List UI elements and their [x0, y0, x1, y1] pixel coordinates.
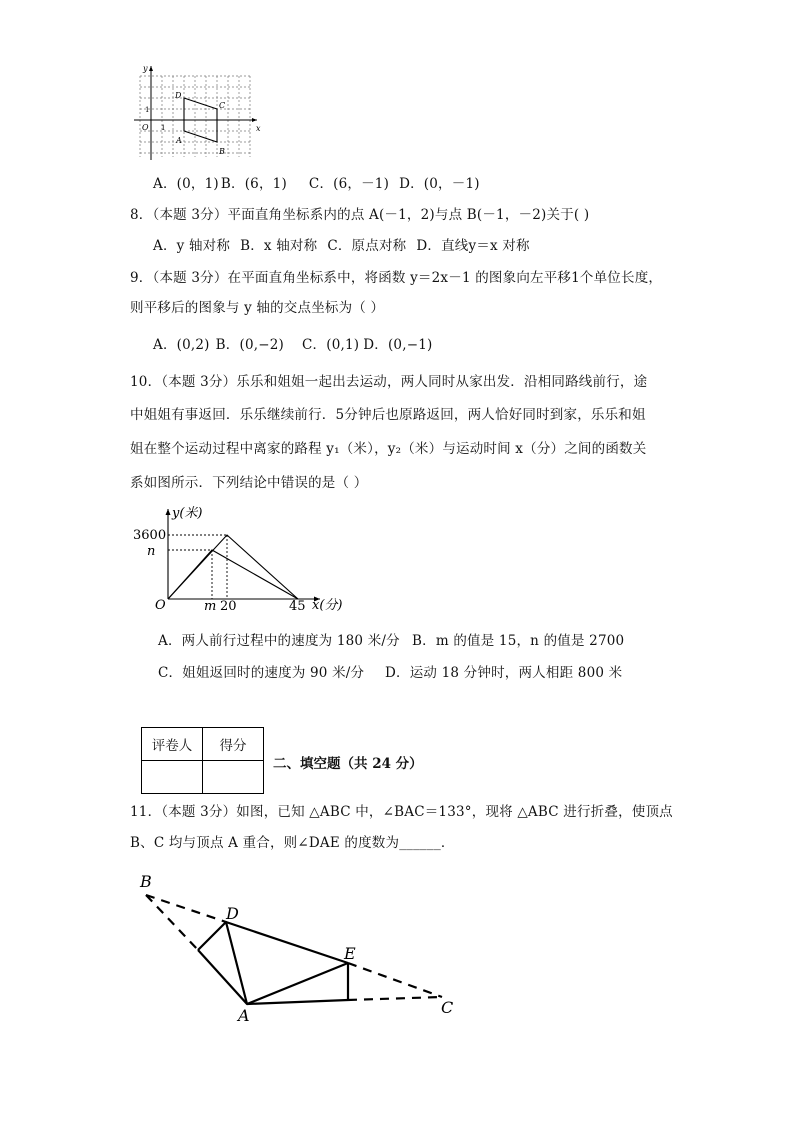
q9-option-d[interactable]: D．(0,−1)	[363, 337, 433, 353]
q7-x-axis-label: x	[256, 124, 261, 133]
q9-options	[153, 333, 432, 353]
q11-label-c: C	[441, 998, 454, 1017]
q9-stem-line2: 则平移后的图象与 y 轴的交点坐标为（ ）	[130, 300, 385, 316]
q7-option-a[interactable]: A．(0，1)	[153, 176, 219, 192]
q7-option-b[interactable]: B．(6，1)	[220, 176, 287, 192]
q9-option-a[interactable]: A．(0,2)	[153, 337, 210, 353]
section-2-title: 二、填空题（共 24 分）	[273, 756, 423, 772]
q10-x-axis-label: x(分)	[312, 598, 343, 613]
q9-option-c[interactable]: C．(0,1)	[302, 337, 360, 353]
q7-unit-y-label: 1	[145, 106, 150, 114]
q10-option-c[interactable]: C．姐姐返回时的速度为 90 米/分	[158, 665, 365, 681]
q10-y-tick-3600: 3600	[133, 528, 167, 543]
q10-x-tick-m: m	[204, 599, 217, 614]
q10-y-tick-n: n	[147, 544, 156, 559]
q7-point-a-label: A	[176, 136, 182, 145]
q10-line1: 10．（本题 3分）乐乐和姐姐一起出去运动，两人同时从家出发．沿相同路线前行，途	[130, 374, 648, 390]
q7-option-c[interactable]: C．(6，－1)	[308, 176, 390, 192]
q10-y-axis-label: y(米)	[172, 506, 203, 521]
q10-option-b[interactable]: B．m 的值是 15，n 的值是 2700	[412, 633, 625, 649]
score-table-score-header: 得分	[203, 728, 264, 761]
q10-option-d[interactable]: D．运动 18 分钟时，两人相距 800 米	[385, 665, 623, 681]
q11-label-e: E	[344, 944, 356, 963]
q11-label-a: A	[238, 1006, 250, 1025]
score-table-grader-cell[interactable]	[142, 761, 203, 794]
q8-option-b[interactable]: B．x 轴对称	[240, 238, 318, 254]
q7-point-d-label: D	[175, 91, 182, 100]
q8-option-a[interactable]: A．y 轴对称	[153, 238, 231, 254]
q10-x-tick-45: 45	[289, 599, 306, 614]
q11-label-b: B	[140, 872, 152, 891]
score-table	[141, 727, 264, 794]
q7-y-axis-label: y	[143, 64, 148, 73]
q11-fold-triangle-figure	[130, 868, 470, 1028]
q8-option-c[interactable]: C．原点对称	[327, 238, 407, 254]
q10-origin-label: O	[155, 598, 166, 613]
q7-option-d[interactable]: D．(0，－1)	[399, 176, 480, 192]
q8-option-d[interactable]: D．直线y＝x 对称	[416, 238, 530, 254]
q7-origin-label: O	[142, 123, 149, 132]
q8-stem: 8．（本题 3分）平面直角坐标系内的点 A(－1，2)与点 B(－1，－2)关于( )	[130, 207, 590, 223]
q9-option-b[interactable]: B．(0,−2)	[215, 337, 284, 353]
q10-line2: 中姐姐有事返回．乐乐继续前行．5分钟后也原路返回，两人恰好同时到家，乐乐和姐	[130, 407, 646, 423]
q7-unit-x-label: 1	[161, 124, 166, 132]
q10-x-tick-20: 20	[220, 599, 237, 614]
q10-distance-time-graph	[130, 503, 360, 618]
q7-options	[153, 172, 480, 192]
q11-label-d: D	[226, 904, 239, 923]
score-table-score-cell[interactable]	[203, 761, 264, 794]
q11-line1: 11．（本题 3分）如图，已知 △ABC 中，∠BAC＝133°，现将 △ABC 进行折叠，使顶点	[130, 804, 673, 820]
q11-line2: B、C 均与顶点 A 重合，则∠DAE 的度数为______．	[130, 835, 455, 851]
q8-options	[153, 234, 530, 254]
q7-point-b-label: B	[219, 147, 225, 156]
q10-option-a[interactable]: A．两人前行过程中的速度为 180 米/分	[158, 633, 400, 649]
q7-point-c-label: C	[219, 101, 226, 110]
score-table-grader-header: 评卷人	[142, 728, 203, 761]
q9-stem-line1: 9．（本题 3分）在平面直角坐标系中，将函数 y＝2x－1 的图象向左平移1个单位长度，	[130, 270, 663, 286]
q7-coordinate-grid	[130, 62, 265, 162]
q10-line3: 姐在整个运动过程中离家的路程 y₁（米），y₂（米）与运动时间 x（分）之间的函数关	[130, 441, 647, 457]
q10-line4: 系如图所示．下列结论中错误的是（ ）	[130, 475, 368, 491]
